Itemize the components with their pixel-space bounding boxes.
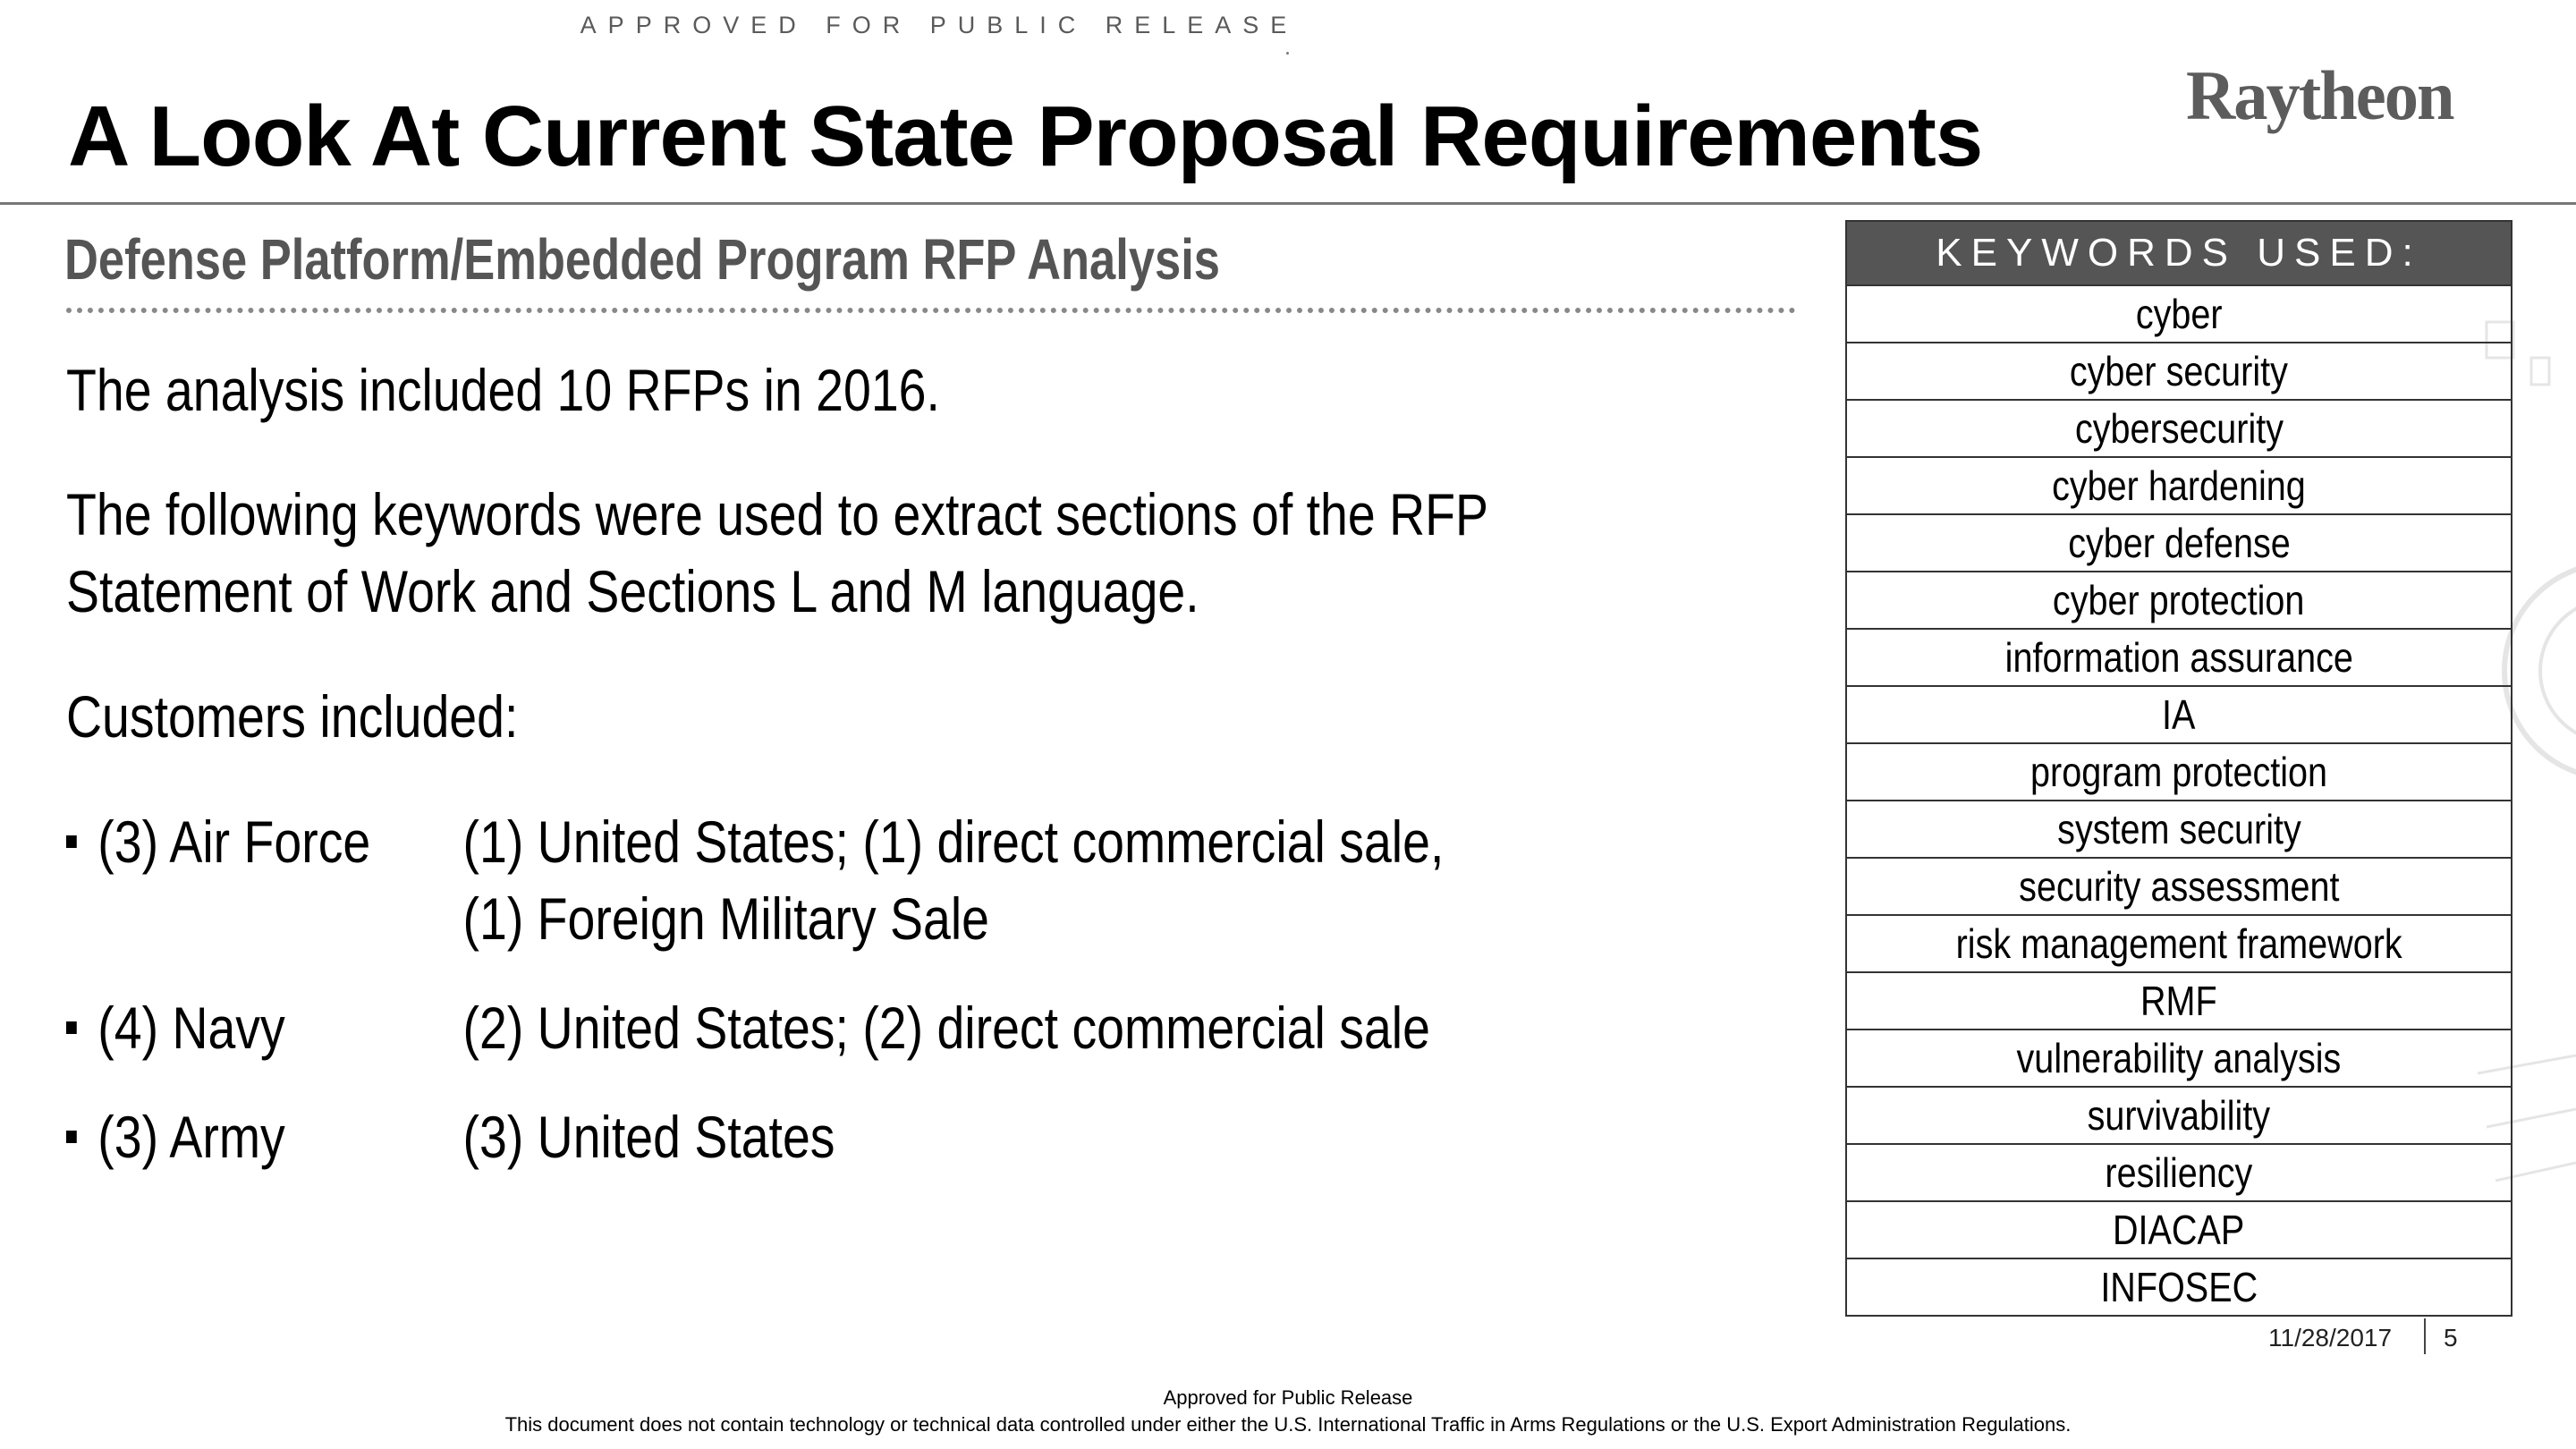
keywords-paragraph: [66, 476, 1488, 630]
keyword-cell: cybersecurity: [1846, 400, 2512, 457]
keyword-cell: cyber protection: [1846, 572, 2512, 629]
keyword-cell: security assessment: [1846, 858, 2512, 915]
customer-label: (3) Army: [97, 1104, 285, 1170]
keyword-cell: cyber: [1846, 285, 2512, 343]
customer-label: (3) Air Force: [97, 809, 371, 875]
slide-title: A Look At Current State Proposal Requirements: [68, 89, 1983, 184]
keyword-cell: cyber defense: [1846, 514, 2512, 572]
customer-item-air-force: [66, 803, 1444, 957]
keywords-paragraph-line1: The following keywords were used to extract sections of the RFP: [66, 481, 1489, 547]
customer-item-army: [66, 1098, 835, 1175]
keyword-cell: risk management framework: [1846, 915, 2512, 972]
keyword-cell: cyber hardening: [1846, 457, 2512, 514]
keyword-cell: RMF: [1846, 972, 2512, 1030]
customer-item-navy: [66, 989, 1430, 1066]
keyword-cell: IA: [1846, 686, 2512, 743]
keywords-paragraph-line2: Statement of Work and Sections L and M language.: [66, 558, 1199, 624]
keyword-cell: program protection: [1846, 743, 2512, 801]
keyword-cell: information assurance: [1846, 629, 2512, 686]
customer-detail: (3) United States: [462, 1104, 835, 1170]
keyword-cell: DIACAP: [1846, 1201, 2512, 1258]
page-number: 5: [2444, 1324, 2458, 1352]
bullet-icon: [66, 1131, 77, 1143]
keyword-cell: survivability: [1846, 1087, 2512, 1144]
dotted-divider: [66, 308, 1796, 313]
title-divider: [0, 202, 2576, 205]
footer-separator: [2424, 1318, 2426, 1354]
keywords-table-header: KEYWORDS USED:: [1846, 221, 2512, 285]
background-circuit-decoration: [2469, 268, 2576, 1342]
customers-heading: Customers included:: [66, 683, 519, 750]
keyword-cell: system security: [1846, 801, 2512, 858]
keyword-cell: resiliency: [1846, 1144, 2512, 1201]
slide-subtitle: Defense Platform/Embedded Program RFP Analysis: [64, 227, 1220, 292]
customer-label: (4) Navy: [97, 995, 285, 1061]
footer-disclaimer: This document does not contain technology or technical data controlled under either the U.S. International Traffic in Arms Regulations or the U.S. Export Administration Regulations.: [504, 1413, 2072, 1436]
raytheon-logo: Raytheon: [2186, 56, 2453, 134]
keywords-table: [1845, 220, 2512, 1317]
customer-detail: (1) United States; (1) direct commercial sale, (1) Foreign Military Sale: [462, 809, 1445, 952]
keyword-cell: cyber security: [1846, 343, 2512, 400]
footer-release-line: Approved for Public Release: [1163, 1386, 1413, 1409]
decorative-dot: [1286, 52, 1289, 55]
bullet-icon: [66, 1021, 77, 1034]
customer-detail: (2) United States; (2) direct commercial sale: [462, 995, 1430, 1061]
keyword-cell: INFOSEC: [1846, 1258, 2512, 1316]
slide-date: 11/28/2017: [2268, 1324, 2393, 1352]
analysis-paragraph: The analysis included 10 RFPs in 2016.: [66, 357, 940, 423]
keyword-cell: vulnerability analysis: [1846, 1030, 2512, 1087]
release-banner: APPROVED FOR PUBLIC RELEASE: [580, 12, 1299, 38]
bullet-icon: [66, 835, 77, 848]
